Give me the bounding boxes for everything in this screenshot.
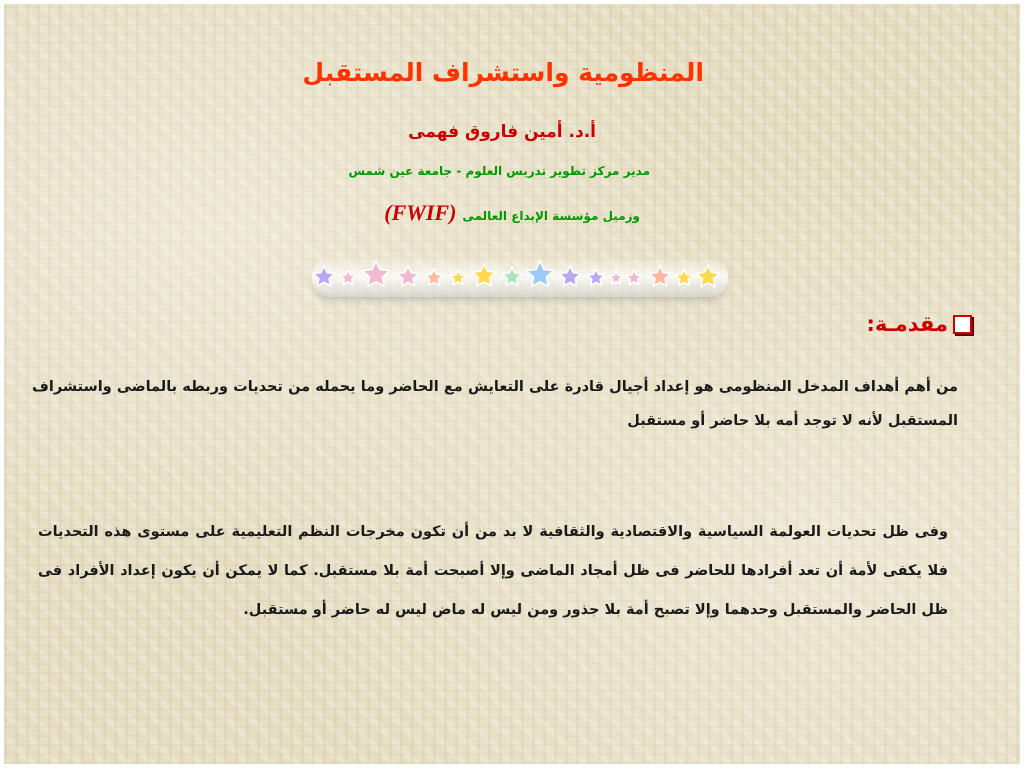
star-icon	[650, 266, 671, 286]
affiliation-line-2	[384, 200, 640, 226]
star-icon	[587, 269, 604, 285]
slide-title: المنظومية واستشراف المستقبل	[302, 58, 704, 87]
star-icon	[425, 269, 442, 285]
affiliation-line-1: مدير مركز تطوير تدريس العلوم - جامعة عين شمس	[348, 164, 650, 178]
star-icon	[560, 266, 581, 286]
affiliation-line-2-text: وزميل مؤسسة الإبداع العالمى	[462, 209, 640, 223]
star-icon	[450, 270, 465, 284]
star-icon	[340, 270, 355, 284]
paragraph-intro: من أهم أهداف المدخل المنظومى هو إعداد أجيال قادرة على التعايش مع الحاضر وما يحمله من تحديات وربطه بالماضى واستشراف المستقبل لأنه لا توجد أمه بلا حاضر أو مستقبل	[32, 379, 958, 429]
star-icon	[398, 266, 419, 286]
author-name: أ.د. أمين فاروق فهمى	[408, 122, 596, 142]
star-icon	[527, 261, 554, 286]
star-row-icon	[312, 257, 728, 297]
fwif-abbreviation: (FWIF)	[384, 200, 457, 225]
section-heading	[866, 312, 972, 336]
star-icon	[502, 267, 521, 285]
star-icon	[314, 266, 335, 286]
section-heading-text: مقدمـة:	[866, 312, 948, 336]
star-icon	[609, 271, 622, 284]
star-row-graphic	[312, 257, 728, 297]
star-icon	[363, 261, 390, 286]
star-icon	[626, 270, 641, 284]
star-icon	[697, 265, 720, 287]
star-icon	[675, 269, 692, 285]
star-icon	[473, 264, 496, 286]
paragraph-globalization: وفى ظل تحديات العولمة السياسية والاقتصادية والثقافية لا بد من أن تكون مخرجات النظم التعليمية على مستوى هذه التحديات فلا يكفى لأمة أن تعد أفرادها للحاضر فى ظل أمجاد الماضى وإلا أصبحت أمة بلا مستقبل. كما لا يمكن أن يكون إعداد الأفراد فى ظل الحاضر والمستقبل وحدهما وإلا تصبح أمة بلا جذور ومن ليس له ماض ليس له حاضر أو مستقبل.	[38, 524, 948, 618]
checkbox-bullet-icon	[953, 315, 972, 334]
